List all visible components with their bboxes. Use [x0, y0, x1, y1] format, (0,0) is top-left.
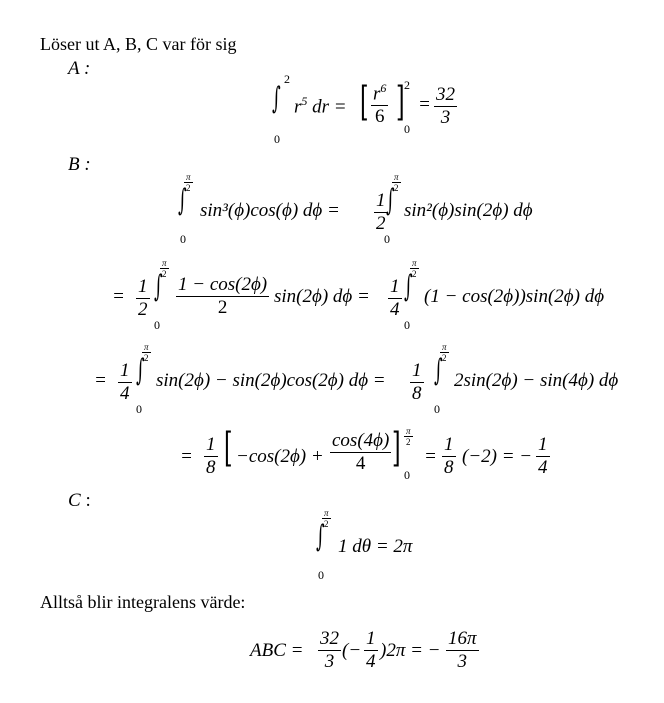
- f3-num: 16π: [448, 628, 477, 649]
- label-c: C :: [68, 490, 91, 511]
- f2-num: 1: [366, 628, 376, 649]
- limit-lower: 0: [180, 232, 186, 246]
- pi-den: 2: [144, 353, 149, 364]
- closing-text: Alltså blir integralens värde:: [40, 592, 246, 612]
- coef-num: 1: [138, 276, 148, 297]
- frac-num-pow: 6: [380, 81, 387, 95]
- limit-lower-2: 0: [434, 402, 440, 416]
- coef-den: 2: [138, 298, 148, 320]
- pi-den: 2: [186, 183, 191, 194]
- result-fraction: [434, 84, 457, 129]
- fraction-16pi-3: [446, 628, 479, 673]
- integrand-power: 5: [301, 94, 308, 108]
- integrand-left: sin³(ϕ)cos(ϕ) dϕ =: [200, 200, 340, 221]
- equals-lead: =: [180, 446, 193, 467]
- fraction-1-4: [364, 628, 378, 673]
- coef-eighth-2: [442, 434, 456, 479]
- result-fraction: [536, 434, 550, 479]
- final-mid: (−: [342, 640, 362, 661]
- coef-quarter: [388, 276, 402, 321]
- coef-den: 2: [376, 212, 386, 234]
- integral-sign: ∫: [178, 183, 187, 218]
- equals-lead: =: [94, 370, 107, 391]
- limit-lower: 0: [154, 318, 160, 332]
- f2-den: 4: [366, 650, 376, 672]
- bracket-lower: 0: [404, 468, 410, 482]
- frac-num: 1 − cos(2ϕ): [178, 274, 268, 295]
- integral-sign: ∫: [136, 353, 145, 388]
- result-num: 32: [436, 84, 455, 105]
- bracket-lower: 0: [404, 122, 410, 136]
- label-a: A :: [68, 58, 91, 79]
- pi-den: 2: [442, 353, 447, 364]
- pi-num: π: [162, 258, 167, 268]
- integral-sign: ∫: [154, 269, 163, 304]
- coef2-num: 1: [412, 360, 422, 381]
- coef-num: 1: [206, 434, 216, 455]
- bracket-open: [: [360, 79, 369, 125]
- result-den: 3: [440, 106, 451, 128]
- integral-sign-2: ∫: [434, 353, 443, 388]
- pi-den: 2: [324, 519, 329, 530]
- coef-eighth: [410, 360, 424, 405]
- coef2-den: 8: [444, 456, 454, 478]
- integrand-right: 2sin(2ϕ) − sin(4ϕ) dϕ: [454, 370, 619, 391]
- pi-num: π: [186, 172, 191, 182]
- equals-mid: =: [424, 446, 437, 467]
- fraction-cos4: [330, 430, 391, 475]
- integrand-dr: dr =: [312, 96, 347, 118]
- coef2-num: 1: [390, 276, 400, 297]
- bracket-upper: 2: [404, 78, 410, 92]
- coef2-den: 4: [390, 298, 400, 320]
- pi-num: π: [442, 342, 447, 352]
- bracket-close: ]: [392, 425, 401, 471]
- equals-sign: =: [418, 94, 431, 115]
- pi-num: π: [406, 426, 411, 436]
- limit-lower: 0: [318, 568, 324, 582]
- integral-sign-2: ∫: [404, 269, 413, 304]
- limit-lower-2: 0: [384, 232, 390, 246]
- limit-upper: 2: [284, 72, 290, 86]
- label-c-colon: :: [85, 490, 91, 511]
- pi-num: π: [324, 508, 329, 518]
- pi-den: 2: [412, 269, 417, 280]
- integrand-mid: sin(2ϕ) − sin(2ϕ)cos(2ϕ) dϕ =: [156, 370, 386, 391]
- pi-num: π: [394, 172, 399, 182]
- result-den: 4: [538, 456, 548, 478]
- limit-lower: 0: [136, 402, 142, 416]
- fraction-r6: [371, 82, 388, 128]
- pi-num: π: [412, 258, 417, 268]
- pi-den: 2: [406, 437, 411, 448]
- frac-num: r: [373, 83, 381, 105]
- frac-den: 4: [355, 452, 366, 474]
- limit-lower: 0: [274, 132, 280, 146]
- intro-text: [40, 34, 236, 55]
- integrand: [294, 94, 347, 118]
- equals-lead: =: [112, 286, 125, 307]
- f3-den: 3: [457, 650, 468, 672]
- bracket-upper: [404, 426, 413, 448]
- pi-den: 2: [394, 183, 399, 194]
- fraction-32-3: [318, 628, 341, 673]
- coef-num: 1: [376, 190, 386, 211]
- integrand-var: r: [294, 96, 302, 118]
- coef2-den: 8: [412, 382, 422, 404]
- final-left: ABC =: [250, 640, 304, 661]
- f1-den: 3: [324, 650, 335, 672]
- integral-sign: ∫: [272, 81, 281, 116]
- intro-label: Löser ut A, B, C var för sig: [40, 34, 237, 54]
- label-b: B :: [68, 154, 91, 175]
- result-num: 1: [538, 434, 548, 455]
- frac-den: 2: [217, 296, 228, 318]
- pi-den: 2: [162, 269, 167, 280]
- coef-quarter: [118, 360, 132, 405]
- fraction-cos: [176, 274, 269, 319]
- final-mid2: )2π = −: [380, 640, 441, 661]
- coef2-num: 1: [444, 434, 454, 455]
- pi-num: π: [144, 342, 149, 352]
- integrand-mid: sin(2ϕ) dϕ =: [274, 286, 370, 307]
- bracket-inner: −cos(2ϕ) +: [236, 446, 324, 467]
- f1-num: 32: [320, 628, 339, 649]
- integral-sign: ∫: [316, 519, 325, 554]
- frac-num: cos(4ϕ): [332, 430, 390, 451]
- coef-num: 1: [120, 360, 130, 381]
- coef-den: 4: [120, 382, 130, 404]
- limit-lower-2: 0: [404, 318, 410, 332]
- coef-half: [136, 276, 150, 321]
- coef-eighth: [204, 434, 218, 479]
- mid-expression: (−2) = −: [462, 446, 533, 467]
- integrand-right: (1 − cos(2ϕ))sin(2ϕ) dϕ: [424, 286, 605, 307]
- integrand-right: sin²(ϕ)sin(2ϕ) dϕ: [404, 200, 533, 221]
- integrand: 1 dθ = 2π: [338, 536, 413, 557]
- bracket-open: [: [224, 425, 233, 471]
- coef-den: 8: [206, 456, 216, 478]
- integral-sign-2: ∫: [386, 183, 395, 218]
- frac-den: 6: [374, 106, 385, 128]
- bracket-close: ]: [396, 79, 405, 125]
